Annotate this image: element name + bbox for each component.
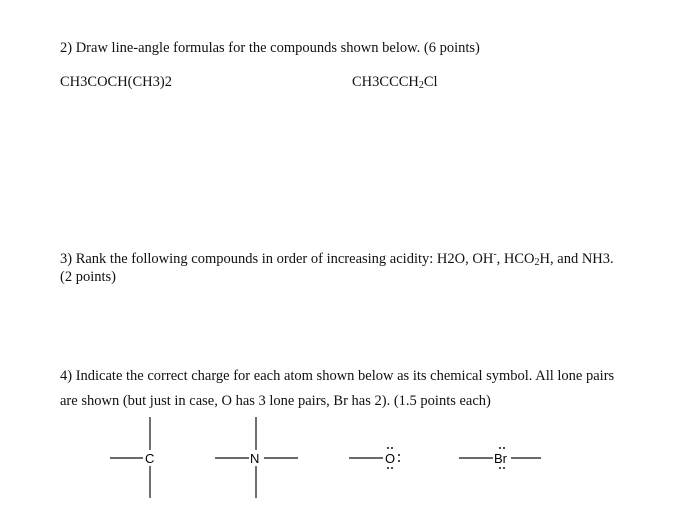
o-lone-pair-top-dot-1 — [387, 447, 389, 449]
br-lone-pair-top-dot-1 — [499, 447, 501, 449]
question-3-text-b: , HCO — [496, 251, 535, 267]
br-lone-pair-top-dot-2 — [503, 447, 505, 449]
o-lone-pair-bottom-dot-1 — [387, 467, 389, 469]
o-lone-pair-right-dot-2 — [398, 460, 400, 462]
bromine-symbol: Br — [494, 451, 507, 466]
carbon-atom — [110, 417, 154, 498]
o-lone-pair-right-dot-1 — [398, 454, 400, 456]
o-lone-pair-bottom-dot-2 — [391, 467, 393, 469]
hydroxide-charge: - — [493, 249, 497, 260]
compound-b-subscript: 2 — [418, 80, 424, 91]
question-4-line-2: are shown (but just in case, O has 3 lone pairs, Br has 2). (1.5 points each) — [60, 393, 491, 409]
br-lone-pair-bottom-dot-2 — [503, 467, 505, 469]
nitrogen-symbol: N — [250, 451, 260, 466]
question-2-title: 2) Draw line-angle formulas for the compounds shown below. (6 points) — [60, 40, 480, 56]
bromine-atom — [459, 447, 541, 469]
compound-b-prefix: CH3CCCH — [352, 74, 419, 90]
nitrogen-atom — [215, 417, 298, 498]
compound-a: CH3COCH(CH3)2 — [60, 74, 172, 90]
oxygen-atom — [349, 447, 400, 469]
carbon-symbol: C — [145, 451, 155, 466]
question-3-points: (2 points) — [60, 269, 116, 285]
o-lone-pair-top-dot-2 — [391, 447, 393, 449]
question-3-text-c: H, and NH3. — [539, 251, 614, 267]
question-3-text-a: 3) Rank the following compounds in order of increasing acidity: H2O, OH — [60, 251, 494, 267]
compound-b-suffix: Cl — [423, 74, 438, 90]
br-lone-pair-bottom-dot-1 — [499, 467, 501, 469]
oxygen-symbol: O — [385, 451, 396, 466]
formic-acid-subscript: 2 — [534, 257, 540, 268]
question-4-line-1: 4) Indicate the correct charge for each atom shown below as its chemical symbol. All lone pairs — [60, 368, 615, 384]
